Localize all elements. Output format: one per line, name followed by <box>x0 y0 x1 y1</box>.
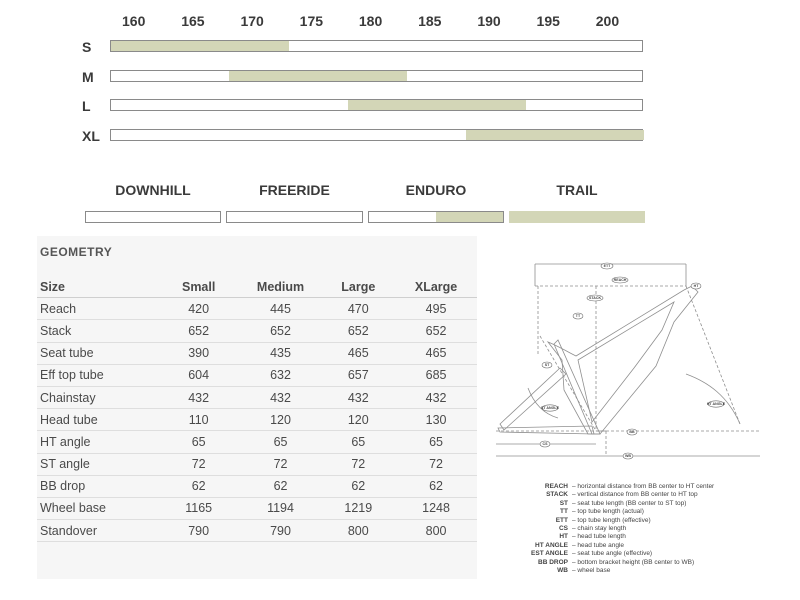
column-header: Large <box>321 276 395 298</box>
column-header: Medium <box>240 276 322 298</box>
legend-key: ST <box>559 499 568 507</box>
legend-description: – top tube length (effective) <box>572 516 651 524</box>
height-tick-label: 175 <box>299 13 324 29</box>
row-label: Head tube <box>37 409 158 431</box>
row-label: Standover <box>37 520 158 542</box>
table-cell: 390 <box>158 342 240 364</box>
row-label: HT angle <box>37 431 158 453</box>
svg-text:HT ANGLE: HT ANGLE <box>706 402 726 407</box>
table-row <box>37 364 477 386</box>
table-cell: 685 <box>395 364 477 386</box>
size-range-track-xl <box>110 129 643 141</box>
legend-description: – horizontal distance from BB center to HT center <box>572 483 715 490</box>
table-cell: 432 <box>240 386 322 408</box>
table-cell: 62 <box>321 475 395 497</box>
table-cell: 65 <box>158 431 240 453</box>
table-cell: 465 <box>321 342 395 364</box>
table-cell: 65 <box>240 431 322 453</box>
st-marker <box>542 362 552 368</box>
size-label-m: M <box>82 69 94 85</box>
table-cell: 445 <box>240 298 322 320</box>
table-cell: 652 <box>158 320 240 342</box>
column-header: XLarge <box>395 276 477 298</box>
legend-row <box>520 542 714 550</box>
size-range-fill-xl <box>466 130 644 140</box>
svg-text:REACH: REACH <box>613 278 627 283</box>
legend-description: – head tube angle <box>572 541 625 549</box>
legend-row <box>520 533 714 541</box>
row-label: Chainstay <box>37 386 158 408</box>
row-label: Seat tube <box>37 342 158 364</box>
bb-marker <box>627 429 637 435</box>
geometry-table <box>37 276 477 542</box>
table-cell: 632 <box>240 364 322 386</box>
table-cell: 110 <box>158 409 240 431</box>
table-cell: 604 <box>158 364 240 386</box>
svg-text:HT: HT <box>693 284 699 289</box>
legend-key: BB DROP <box>538 558 568 566</box>
table-cell: 420 <box>158 298 240 320</box>
ht-marker <box>691 283 701 289</box>
table-cell: 1219 <box>321 497 395 519</box>
discipline-bar-downhill <box>85 211 221 223</box>
column-header: Size <box>37 276 158 298</box>
table-row <box>37 475 477 497</box>
table-cell: 65 <box>321 431 395 453</box>
table-cell: 790 <box>158 520 240 542</box>
table-cell: 62 <box>395 475 477 497</box>
table-cell: 800 <box>321 520 395 542</box>
svg-text:ST ANGLE: ST ANGLE <box>540 406 560 411</box>
legend-row <box>520 500 714 508</box>
size-range-track-m <box>110 70 643 82</box>
table-cell: 72 <box>158 453 240 475</box>
legend-key: STACK <box>546 491 568 499</box>
st-angle-marker <box>541 405 560 411</box>
discipline-label-trail: TRAIL <box>556 182 598 198</box>
row-label: Stack <box>37 320 158 342</box>
wb-marker <box>623 453 633 459</box>
svg-text:TT: TT <box>575 314 581 319</box>
legend-row <box>520 559 714 567</box>
table-cell: 790 <box>240 520 322 542</box>
frame-outline <box>548 286 698 434</box>
tt-marker <box>573 313 583 319</box>
svg-text:ST: ST <box>544 363 550 368</box>
svg-text:WB: WB <box>625 454 631 459</box>
table-cell: 120 <box>240 409 322 431</box>
table-row <box>37 497 477 519</box>
legend-row <box>520 491 714 499</box>
table-header-row <box>37 276 477 298</box>
table-row <box>37 342 477 364</box>
table-cell: 130 <box>395 409 477 431</box>
table-cell: 72 <box>395 453 477 475</box>
size-range-fill-m <box>229 71 407 81</box>
geometry-title: GEOMETRY <box>40 245 113 259</box>
legend-key: TT <box>560 508 568 516</box>
chainstay-outline <box>498 426 594 434</box>
legend-row <box>520 508 714 516</box>
size-label-l: L <box>82 98 91 114</box>
diagram-legend <box>520 483 714 575</box>
legend-description: – seat tube length (BB center to ST top) <box>572 499 687 507</box>
table-row <box>37 431 477 453</box>
svg-text:ETT: ETT <box>603 264 611 269</box>
stack-marker <box>587 295 603 301</box>
table-cell: 62 <box>158 475 240 497</box>
discipline-bar-enduro <box>368 211 504 223</box>
legend-description: – head tube length <box>572 533 626 541</box>
table-row <box>37 520 477 542</box>
legend-key: REACH <box>544 483 568 490</box>
legend-key: WB <box>557 567 568 575</box>
table-row <box>37 320 477 342</box>
discipline-bar-freeride <box>226 211 363 223</box>
table-cell: 465 <box>395 342 477 364</box>
legend-description: – vertical distance from BB center to HT top <box>572 491 698 499</box>
size-range-fill-l <box>348 100 526 110</box>
table-cell: 800 <box>395 520 477 542</box>
legend-description: – chain stay length <box>572 525 627 533</box>
size-range-fill-s <box>111 41 289 51</box>
size-label-xl: XL <box>82 128 100 144</box>
frame-inner <box>575 302 674 422</box>
cs-marker <box>540 441 550 447</box>
table-cell: 72 <box>321 453 395 475</box>
height-tick-label: 200 <box>595 13 620 29</box>
legend-key: CS <box>558 525 568 533</box>
row-label: ST angle <box>37 453 158 475</box>
table-cell: 432 <box>395 386 477 408</box>
legend-row <box>520 517 714 525</box>
height-tick-label: 170 <box>240 13 264 29</box>
height-tick-label: 190 <box>477 13 501 29</box>
legend-row <box>520 525 714 533</box>
table-cell: 435 <box>240 342 322 364</box>
svg-text:BB: BB <box>629 430 635 435</box>
column-header: Small <box>158 276 240 298</box>
geometry-panel <box>37 236 477 579</box>
discipline-label-freeride: FREERIDE <box>259 182 330 198</box>
frame-geometry-diagram <box>488 256 770 466</box>
height-tick-label: 185 <box>418 13 442 29</box>
legend-key: EST ANGLE <box>531 550 568 558</box>
row-label: Wheel base <box>37 497 158 519</box>
table-row <box>37 453 477 475</box>
table-cell: 65 <box>395 431 477 453</box>
legend-row <box>520 550 714 558</box>
discipline-bar-trail <box>509 211 645 223</box>
legend-key: ETT <box>555 516 568 524</box>
table-cell: 495 <box>395 298 477 320</box>
table-cell: 120 <box>321 409 395 431</box>
legend-key: HT ANGLE <box>535 541 568 549</box>
legend-description: – seat tube angle (effective) <box>572 550 653 558</box>
row-label: Reach <box>37 298 158 320</box>
height-tick-label: 165 <box>181 13 205 29</box>
discipline-fill-trail <box>510 212 644 222</box>
svg-text:CS: CS <box>542 442 548 447</box>
table-cell: 652 <box>321 320 395 342</box>
reach-marker <box>612 277 628 283</box>
table-cell: 62 <box>240 475 322 497</box>
legend-row <box>520 483 714 491</box>
table-cell: 432 <box>321 386 395 408</box>
table-cell: 1165 <box>158 497 240 519</box>
height-tick-label: 160 <box>122 13 146 29</box>
seat-tube-outline <box>554 340 600 434</box>
size-label-s: S <box>82 39 92 55</box>
discipline-label-enduro: ENDURO <box>405 182 467 198</box>
height-tick-label: 180 <box>358 13 383 29</box>
size-range-track-l <box>110 99 643 111</box>
table-cell: 72 <box>240 453 322 475</box>
discipline-fill-enduro <box>436 212 503 222</box>
svg-text:STACK: STACK <box>588 296 602 301</box>
table-row <box>37 409 477 431</box>
table-row <box>37 298 477 320</box>
size-range-track-s <box>110 40 643 52</box>
legend-description: – top tube length (actual) <box>572 508 644 516</box>
row-label: BB drop <box>37 475 158 497</box>
legend-description: – wheel base <box>572 567 611 575</box>
ett-marker <box>601 263 613 269</box>
discipline-label-downhill: DOWNHILL <box>115 182 191 198</box>
table-row <box>37 386 477 408</box>
height-tick-label: 195 <box>536 13 560 29</box>
table-cell: 1248 <box>395 497 477 519</box>
legend-description: – bottom bracket height (BB center to WB) <box>572 558 695 566</box>
row-label: Eff top tube <box>37 364 158 386</box>
legend-row <box>520 567 714 575</box>
table-cell: 1194 <box>240 497 322 519</box>
table-cell: 470 <box>321 298 395 320</box>
ht-angle-marker <box>707 401 726 407</box>
table-cell: 432 <box>158 386 240 408</box>
table-cell: 652 <box>395 320 477 342</box>
legend-key: HT <box>559 533 568 541</box>
table-cell: 657 <box>321 364 395 386</box>
table-cell: 652 <box>240 320 322 342</box>
